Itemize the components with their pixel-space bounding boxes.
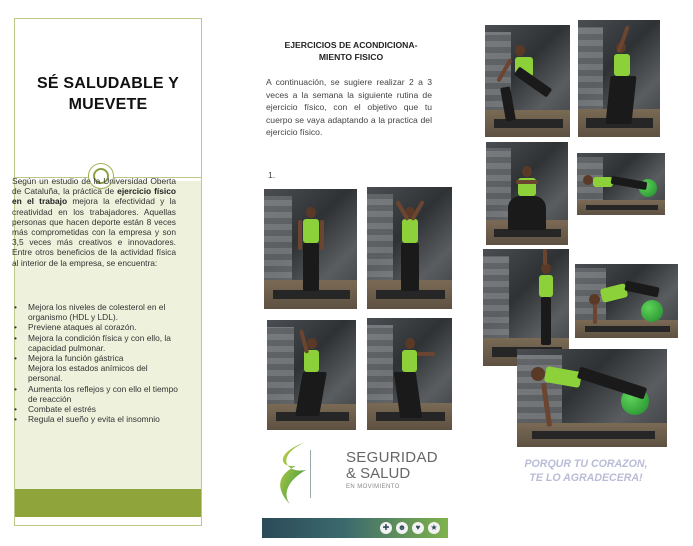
exercise-photo-11 [517, 349, 667, 447]
list-item: • Mejora los niveles de colesterol en el organismo (HDL y LDL). [12, 302, 180, 322]
intro-bold: ejercicio físico en el trabajo [12, 186, 176, 207]
slogan-line-2: TE LO AGRADECERA! [529, 471, 643, 484]
exercise-photo-4 [367, 318, 452, 430]
left-panel [14, 18, 202, 526]
list-item: • Regula el sueño y evita el insomnio [12, 414, 180, 424]
list-item: • Mejora la función gástrica [12, 353, 180, 363]
intro-paragraph [12, 176, 176, 268]
team-icon: ☻ [397, 523, 407, 532]
exercise-photo-2 [367, 187, 452, 309]
intro-text-2: mejora la efectividad y la creatividad en los trabajadores. Aquellas personas que hacen deporte están 8 veces más comprometidas con la empresa y son 3,5 veces más creativos e innovadores. Entre otros beneficios de la actividad física al interior de la empresa, se encuentra: [12, 196, 177, 268]
left-header [15, 19, 201, 181]
exercise-photo-3 [267, 320, 356, 430]
step-number: 1. [268, 170, 276, 180]
logo-card [262, 434, 448, 512]
title-line-2: MUEVETE [68, 96, 148, 113]
list-item: Mejora los estados anímicos del personal. [28, 363, 148, 384]
title-line-1: SÉ SALUDABLE Y [36, 75, 180, 92]
page-title [19, 73, 197, 115]
list-item: • Previene ataques al corazón. [12, 322, 180, 332]
exercise-photo-1 [264, 189, 357, 309]
hospital-icon: ✚ [380, 522, 392, 534]
benefits-list [12, 302, 180, 424]
people-icon: ★ [428, 522, 440, 534]
section-title-line-2: MIENTO FISICO [318, 51, 384, 62]
left-footer-bar [15, 489, 201, 517]
exercise-photo-10 [575, 264, 678, 338]
logo-swoosh-icon [266, 440, 330, 506]
intro-text-1: Según un estudio de la Universidad Oberta de Cataluña, la práctica de [12, 176, 176, 197]
exercise-photo-6 [578, 20, 660, 137]
slogan-line-1: PORQUR TU CORAZON, [524, 458, 648, 470]
slogan [500, 458, 672, 485]
exercise-photo-8 [577, 153, 665, 215]
logo-text-line-2: & SALUD [346, 465, 411, 482]
list-item: • Mejora la condición física y con ello, la capacidad pulmonar. [12, 333, 180, 353]
footer-bar [262, 518, 448, 538]
section-text: A continuación, se sugiere realizar 2 a 3 veces a la semana la siguiente rutina de ejercicio físico, con el objetivo que tu cuerpo se vaya adaptando a la practica del ejercicio físico. [266, 77, 432, 138]
exercise-photo-7 [486, 142, 568, 245]
heart-icon: ♥ [412, 522, 424, 534]
list-item: • Combate el estrés [12, 404, 180, 414]
list-item: • Aumenta los reflejos y con ello el tiempo de reacción [12, 384, 180, 404]
section-title [268, 40, 434, 63]
logo-text-line-1: SEGURIDAD [346, 449, 438, 466]
section-title-line-1: EJERCICIOS DE ACONDICIONA- [284, 40, 418, 50]
logo-text-line-3: EN MOVIMIENTO [346, 484, 400, 490]
exercise-photo-5 [485, 25, 570, 137]
